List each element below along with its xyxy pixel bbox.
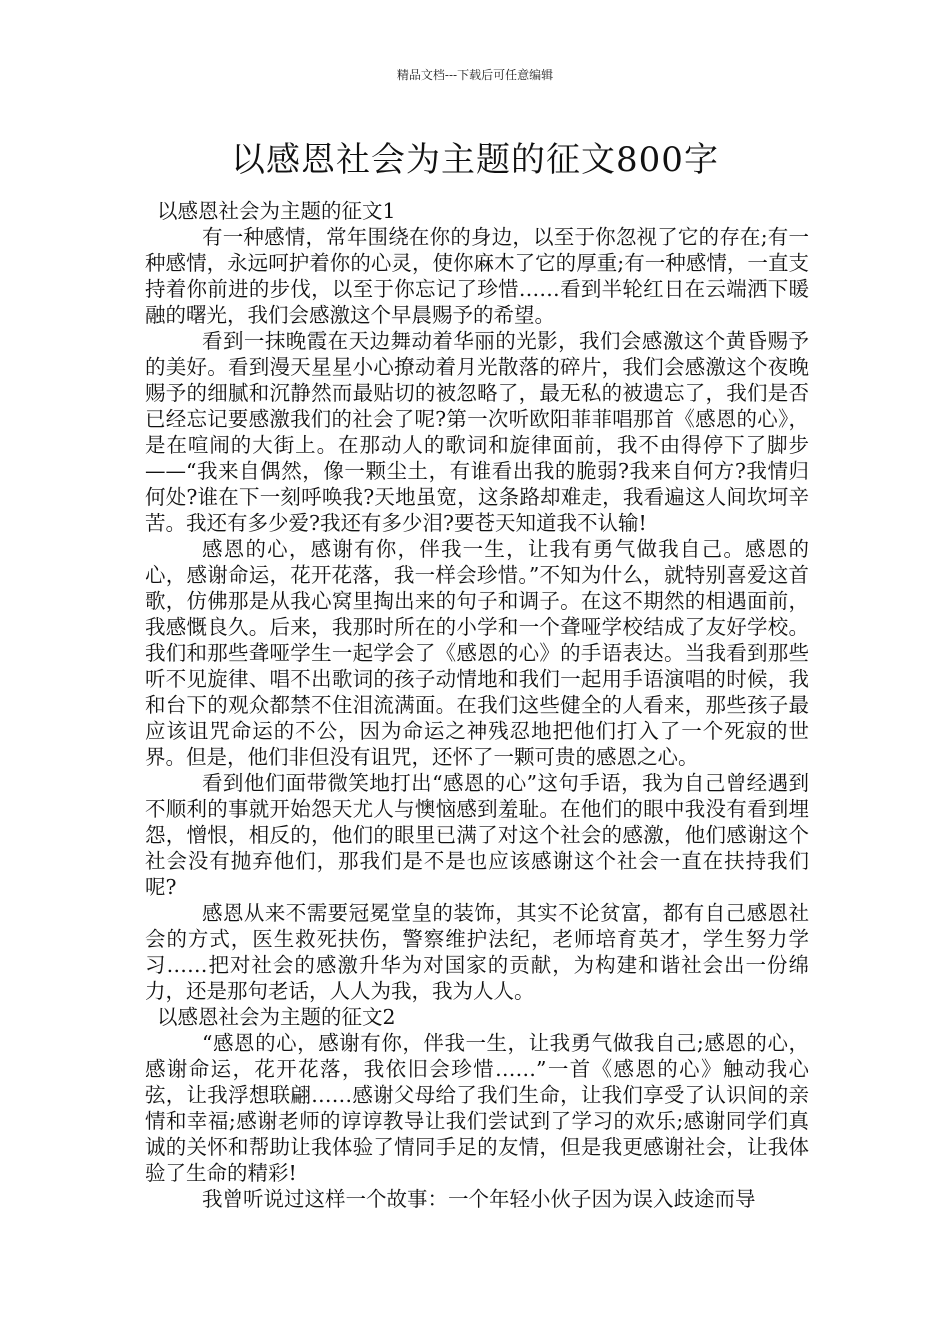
- page-header: 精品文档---下载后可任意编辑: [396, 68, 554, 82]
- paragraph: 有一种感情，常年围绕在你的身边，以至于你忽视了它的存在;有一种感情，永远呵护着你的心灵，使你麻木了它的厚重;有一种感情，一直支持着你前进的步伐，以至于你忘记了珍惜……看到半轮红日在云端洒下暖融的曙光，我们会感激这个早晨赐予的希望。: [145, 225, 809, 327]
- paragraph: “感恩的心，感谢有你，伴我一生，让我勇气做我自己;感恩的心，感谢命运，花开花落，我依旧会珍惜……”一首《感恩的心》触动我心弦，让我浮想联翩……感谢父母给了我们生命，让我们享受了认识间的亲情和幸福;感谢老师的谆谆教导让我们尝试到了学习的欢乐;感谢同学们真诚的关怀和帮助让我体验了情同手足的友情，但是我更感谢社会，让我体验了生命的精彩!: [145, 1031, 809, 1185]
- page-title: 以感恩社会为主题的征文800字: [231, 140, 719, 180]
- paragraph: 看到一抹晚霞在天边舞动着华丽的光影，我们会感激这个黄昏赐予的美好。看到漫天星星小心撩动着月光散落的碎片，我们会感激这个夜晚赐予的细腻和沉静然而最贴切的被忽略了，最无私的被遗忘了，我们是否已经忘记要感激我们的社会了呢?第一次听欧阳菲菲唱那首《感恩的心》，是在喧闹的大街上。在那动人的歌词和旋律面前，我不由得停下了脚步——“我来自偶然，像一颗尘土，有谁看出我的脆弱?我来自何方?我情归何处?谁在下一刻呼唤我?天地虽宽，这条路却难走，我看遍这人间坎坷辛苦。我还有多少爱?我还有多少泪?要苍天知道我不认输!: [145, 329, 809, 535]
- paragraph: 感恩的心，感谢有你，伴我一生，让我有勇气做我自己。感恩的心，感谢命运，花开花落，我一样会珍惜。”不知为什么，就特别喜爱这首歌，仿佛那是从我心窝里掏出来的句子和调子。在这不期然的相遇面前，我感慨良久。后来，我那时所在的小学和一个聋哑学校结成了友好学校。我们和那些聋哑学生一起学会了《感恩的心》的手语表达。当我看到那些听不见旋律、唱不出歌词的孩子动情地和我们一起用手语演唱的时候，我和台下的观众都禁不住泪流满面。在我们这些健全的人看来，那些孩子最应该诅咒命运的不公，因为命运之神残忍地把他们打入了一个死寂的世界。但是，他们非但没有诅咒，还怀了一颗可贵的感恩之心。: [145, 537, 809, 769]
- section-heading: 以感恩社会为主题的征文2: [157, 1005, 396, 1029]
- section-heading: 以感恩社会为主题的征文1: [157, 199, 396, 223]
- paragraph: 我曾听说过这样一个故事：一个年轻小伙子因为误入歧途而导: [202, 1187, 756, 1211]
- document-body: [145, 198, 809, 1212]
- paragraph: 看到他们面带微笑地打出“感恩的心”这句手语，我为自己曾经遇到不顺利的事就开始怨天尤人与懊恼感到羞耻。在他们的眼中我没有看到埋怨，憎恨，相反的，他们的眼里已满了对这个社会的感激，他们感谢这个社会没有抛弃他们，那我们是不是也应该感谢这个社会一直在扶持我们呢?: [145, 771, 809, 899]
- paragraph: 感恩从来不需要冠冕堂皇的装饰，其实不论贫富，都有自己感恩社会的方式，医生救死扶伤，警察维护法纪，老师培育英才，学生努力学习……把对社会的感激升华为对国家的贡献，为构建和谐社会出一份绵力，还是那句老话，人人为我，我为人人。: [145, 901, 809, 1003]
